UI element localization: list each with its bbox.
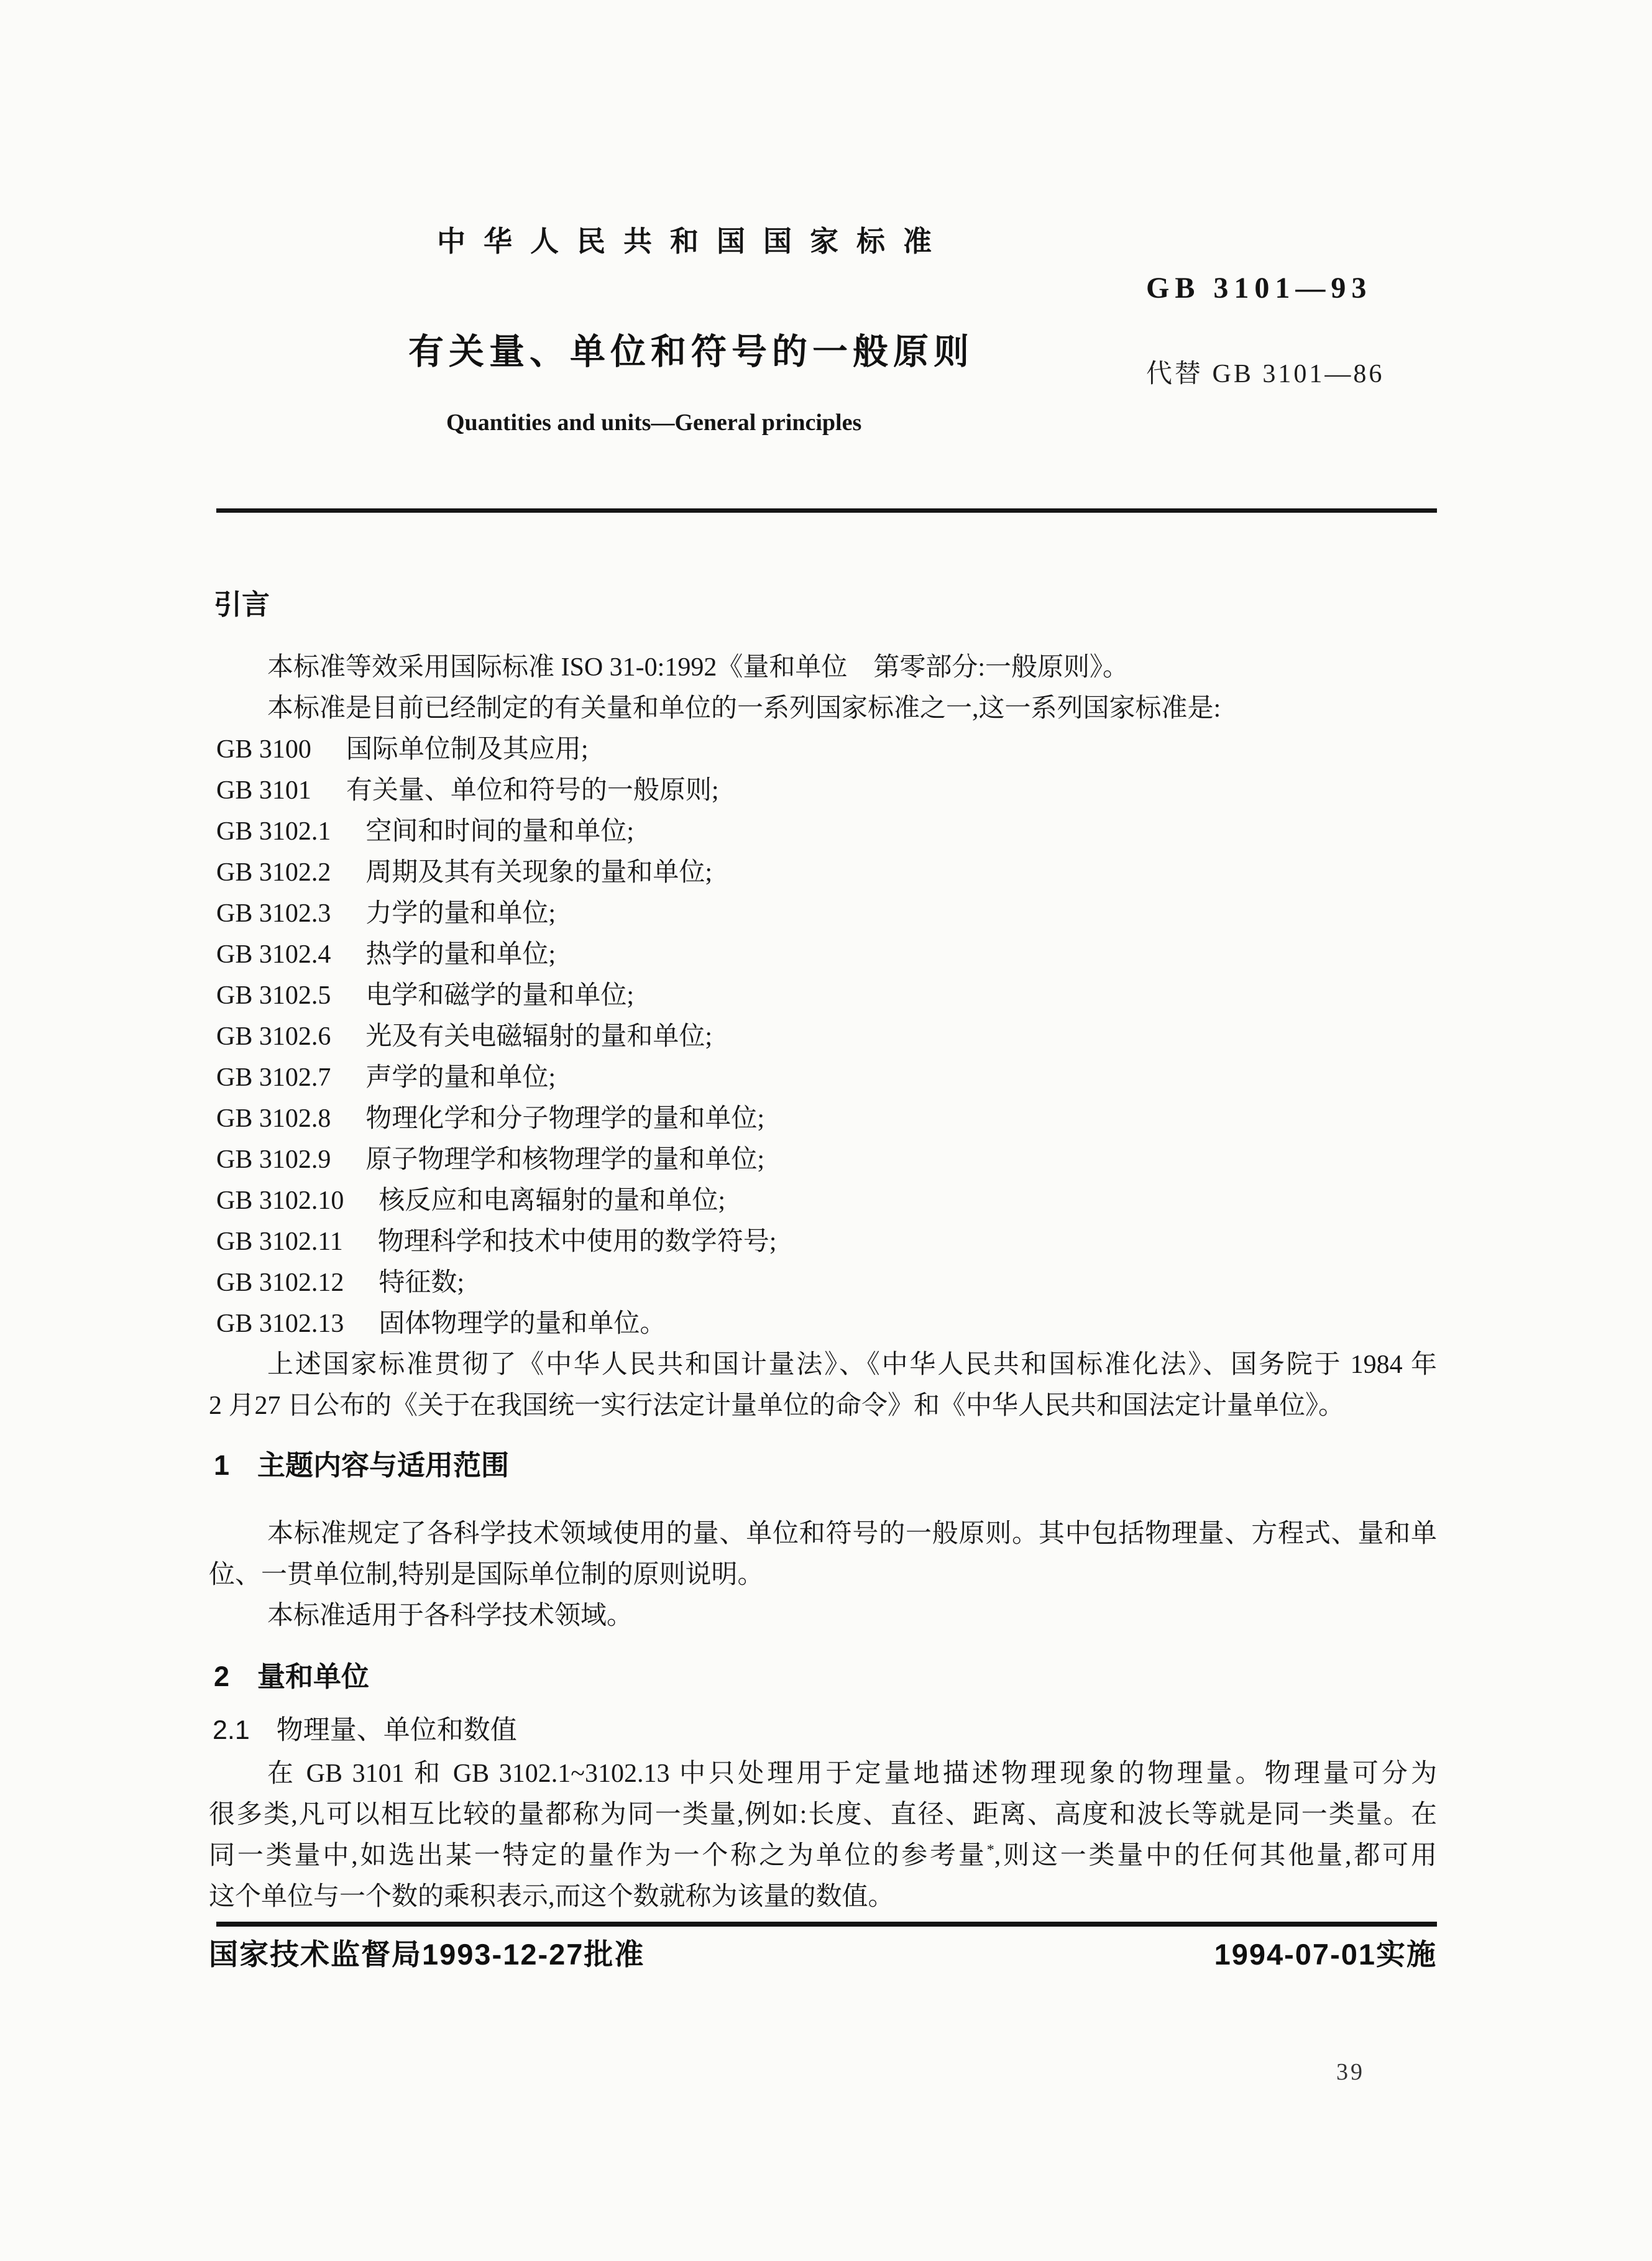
- standard-title-cell: 空间和时间的量和单位;: [365, 817, 635, 846]
- standard-list-item: [209, 934, 1437, 975]
- section-1-paragraph: 本标准适用于各科学技术领域。: [267, 1602, 633, 1630]
- section-1-heading: 1 主题内容与适用范围: [214, 1449, 510, 1481]
- footer-divider: [216, 1922, 1437, 1927]
- national-standard-label: 中华人民共和国国家标准: [437, 225, 950, 257]
- standard-code-cell: GB 3100: [216, 735, 311, 764]
- english-title: Quantities and units—General principles: [446, 410, 862, 436]
- standard-title-cell: 热学的量和单位;: [365, 940, 556, 969]
- standard-list-item: [209, 1139, 1437, 1180]
- standard-code-cell: GB 3101: [216, 776, 311, 805]
- standard-code-cell: GB 3102.11: [216, 1227, 343, 1256]
- standard-title-cell: 特征数;: [379, 1268, 465, 1297]
- standard-code-cell: GB 3102.10: [216, 1186, 344, 1215]
- standard-list-item: [209, 770, 1437, 811]
- section-1-paragraph: 位、一贯单位制,特别是国际单位制的原则说明。: [209, 1561, 764, 1589]
- approval-date: 国家技术监督局1993-12-27批准: [209, 1938, 645, 1971]
- standard-title-cell: 有关量、单位和符号的一般原则;: [346, 776, 719, 805]
- standard-list-item: [209, 1221, 1437, 1262]
- standard-code-cell: GB 3102.8: [216, 1104, 331, 1133]
- standard-title-cell: 核反应和电离辐射的量和单位;: [379, 1186, 726, 1215]
- section-2-paragraph: 同一类量中,如选出某一特定的量作为一个称之为单位的参考量*,则这一类量中的任何其他量,都可用: [209, 1841, 1437, 1870]
- standard-code-cell: GB 3102.12: [216, 1268, 344, 1297]
- standard-code-cell: GB 3102.5: [216, 981, 331, 1010]
- section-2-heading: 2 量和单位: [214, 1661, 370, 1692]
- intro-paragraph: 2 月27 日公布的《关于在我国统一实行法定计量单位的命令》和《中华人民共和国法定计量单位》。: [209, 1392, 1345, 1420]
- intro-paragraph: 本标准等效采用国际标准 ISO 31-0:1992《量和单位 第零部分:一般原则》。: [267, 653, 1129, 682]
- standard-code-cell: GB 3102.4: [216, 940, 331, 969]
- standard-title-cell: 固体物理学的量和单位。: [379, 1309, 666, 1338]
- standard-title-cell: 国际单位制及其应用;: [346, 735, 589, 764]
- standard-code-cell: GB 3102.3: [216, 899, 331, 928]
- standard-list-item: [209, 1057, 1437, 1098]
- standard-title-cell: 周期及其有关现象的量和单位;: [365, 858, 713, 887]
- standard-list-item: [209, 893, 1437, 934]
- standard-list-item: [209, 1262, 1437, 1303]
- intro-heading: 引言: [214, 589, 270, 620]
- section-2-paragraph: 在 GB 3101 和 GB 3102.1~3102.13 中只处理用于定量地描述物理现象的物理量。物理量可分为: [267, 1759, 1437, 1788]
- page-number: 39: [1336, 2059, 1365, 2085]
- standard-title-cell: 光及有关电磁辐射的量和单位;: [365, 1022, 713, 1051]
- replaces-note: 代替 GB 3101—86: [1146, 360, 1385, 388]
- standard-code: GB 3101—93: [1146, 272, 1372, 305]
- body-content: [209, 584, 1437, 1917]
- standard-title-cell: 物理化学和分子物理学的量和单位;: [365, 1104, 765, 1133]
- standard-title-cell: 力学的量和单位;: [365, 899, 556, 928]
- standard-code-cell: GB 3102.9: [216, 1145, 331, 1174]
- section-2-1-subheading: 2.1 物理量、单位和数值: [213, 1715, 517, 1745]
- standard-code-cell: GB 3102.1: [216, 817, 331, 846]
- standard-list-item: [209, 1303, 1437, 1344]
- section-2-paragraph: 这个单位与一个数的乘积表示,而这个数就称为该量的数值。: [209, 1883, 894, 1911]
- standard-list-item: [209, 1180, 1437, 1221]
- standard-code-cell: GB 3102.13: [216, 1309, 344, 1338]
- standard-title-cell: 声学的量和单位;: [365, 1063, 556, 1092]
- standard-title-cell: 原子物理学和核物理学的量和单位;: [365, 1145, 765, 1174]
- standard-list-item: [209, 729, 1437, 770]
- intro-paragraph: 上述国家标准贯彻了《中华人民共和国计量法》、《中华人民共和国标准化法》、国务院于 1984 年: [267, 1351, 1437, 1379]
- standard-list-item: [209, 811, 1437, 852]
- standard-code-cell: GB 3102.6: [216, 1022, 331, 1051]
- standard-list-item: [209, 975, 1437, 1016]
- standard-code-cell: GB 3102.2: [216, 858, 331, 887]
- standard-list-item: [209, 1098, 1437, 1139]
- intro-paragraph: 本标准是目前已经制定的有关量和单位的一系列国家标准之一,这一系列国家标准是:: [267, 694, 1221, 723]
- section-1-paragraph: 本标准规定了各科学技术领域使用的量、单位和符号的一般原则。其中包括物理量、方程式、量和单: [267, 1520, 1437, 1548]
- section-2-paragraph: 很多类,凡可以相互比较的量都称为同一类量,例如:长度、直径、距离、高度和波长等就是同一类量。在: [209, 1800, 1437, 1829]
- standard-title-cell: 物理科学和技术中使用的数学符号;: [377, 1227, 777, 1256]
- header-divider: [216, 508, 1437, 513]
- paragraph-text: 同一类量中,如选出某一特定的量作为一个称之为单位的参考量: [209, 1841, 987, 1870]
- page-title: 有关量、单位和符号的一般原则: [408, 332, 974, 372]
- implementation-date: 1994-07-01实施: [1214, 1938, 1437, 1971]
- standard-title-cell: 电学和磁学的量和单位;: [365, 981, 635, 1010]
- standard-list-item: [209, 852, 1437, 893]
- standard-code-cell: GB 3102.7: [216, 1063, 331, 1092]
- standard-list-item: [209, 1016, 1437, 1057]
- paragraph-text: ,则这一类量中的任何其他量,都可用: [994, 1841, 1437, 1870]
